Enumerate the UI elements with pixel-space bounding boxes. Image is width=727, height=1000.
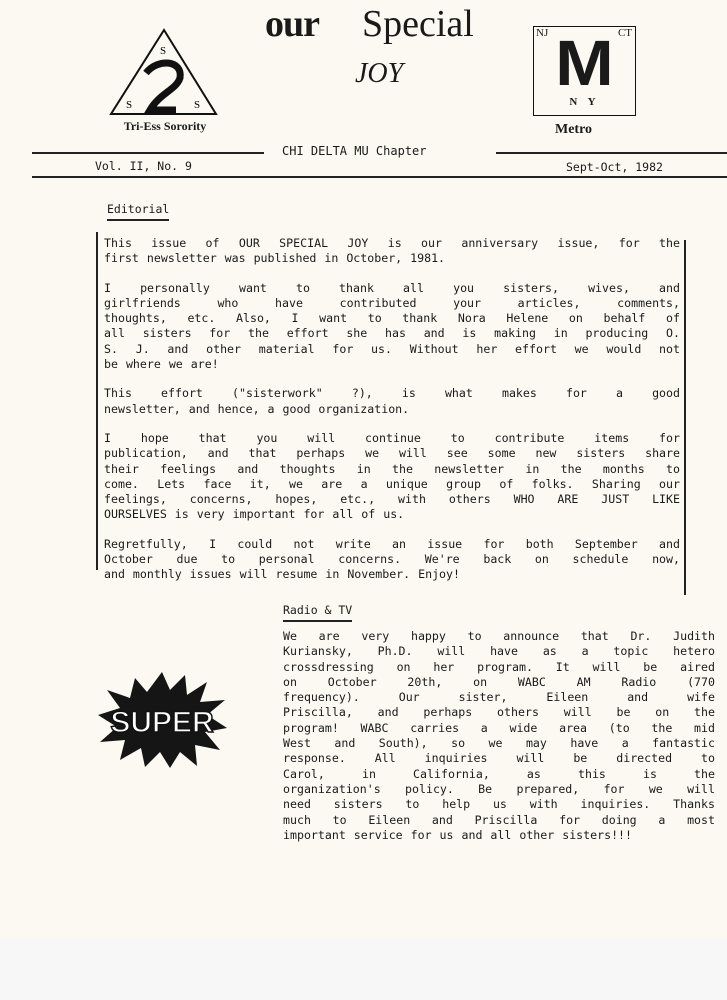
text-line: publication, and that perhaps we will see some new sisters share (104, 446, 680, 461)
text-line: first newsletter was published in October, 1981. (104, 251, 446, 266)
text-line: program! WABC carries a wide area (to the mid (283, 720, 715, 735)
chapter-name: CHI DELTA MU Chapter (282, 144, 427, 158)
metro-logo (533, 26, 636, 116)
text-line: Carol, in California, as this is the (283, 766, 715, 781)
masthead-rule-left (32, 152, 264, 154)
tri-logo-s-left: S (126, 99, 133, 111)
text-line: crossdressing on her program. It will be aired (283, 659, 715, 674)
radio-body (283, 629, 715, 843)
text-line: organization's policy. Be prepared, for we will (283, 781, 715, 796)
editorial-paragraph (104, 537, 680, 583)
text-line: come. Lets face it, we are a unique group of folks. Sharing our (104, 476, 680, 491)
masthead-title-special: Special (362, 3, 474, 45)
text-line: response. All inquiries will be directed to (283, 751, 715, 766)
text-line: West and South), so we may have a fantastic (283, 736, 715, 751)
masthead-title-our: our (265, 3, 319, 45)
tri-ess-caption: Tri-Ess Sorority (123, 119, 207, 133)
editorial-paragraph (104, 281, 680, 373)
text-line: OURSELVES is very important for all of us. (104, 507, 405, 522)
metro-ct: CT (617, 27, 632, 39)
text-line: frequency). Our sister, Eileen and wife (283, 690, 715, 705)
editorial-right-bar (684, 240, 686, 595)
editorial-left-bar (96, 232, 98, 570)
text-line: Regretfully, I could not write an issue for both September and (104, 536, 680, 551)
metro-caption: Metro (555, 122, 593, 137)
masthead-rule-right (496, 152, 727, 154)
text-line: need sisters to help us with inquiries. Thanks (283, 797, 715, 812)
editorial-paragraph (104, 431, 680, 523)
text-line: feelings, concerns, hopes, etc., with others WHO ARE JUST LIKE (104, 492, 680, 507)
masthead-title-joy: JOY (355, 58, 404, 89)
text-line: We are very happy to announce that Dr. Judith (283, 629, 715, 643)
metro-ny: N Y (569, 96, 600, 108)
radio-heading: Radio & TV (283, 603, 352, 622)
editorial-paragraph (104, 386, 680, 417)
text-line: This effort ("sisterwork" ?), is what makes for a good (104, 386, 680, 401)
text-line: newsletter, and hence, a good organization. (104, 401, 410, 416)
volume-number: Vol. II, No. 9 (95, 159, 192, 173)
scan-margin (0, 938, 727, 1000)
text-line: be where we are! (104, 357, 219, 372)
text-line: Priscilla, and perhaps others will be on the (283, 705, 715, 720)
editorial-paragraph (104, 236, 680, 267)
tri-logo-s-right: S (194, 99, 201, 111)
super-burst-image (95, 670, 230, 770)
text-line: thoughts, etc. Also, I want to thank Nora Helene on behalf of (104, 311, 680, 326)
text-line: much to Eileen and Priscilla for doing a most (283, 812, 715, 827)
text-line: S. J. and other material for us. Without her effort we would not (104, 341, 680, 356)
text-line: important service for us and all other sisters!!! (283, 827, 633, 842)
text-line: Kuriansky, Ph.D. will have as a topic hetero (283, 644, 715, 659)
text-line: I hope that you will continue to contribute items for (104, 431, 680, 445)
text-line: all sisters for the effort she has and is making in producing O. (104, 326, 680, 341)
issue-date: Sept-Oct, 1982 (566, 160, 663, 174)
text-line: girlfriends who have contributed your articles, comments, (104, 295, 680, 310)
text-line: I personally want to thank all you sisters, wives, and (104, 280, 680, 295)
metro-m-letter: M (555, 27, 614, 99)
text-line: on October 20th, on WABC AM Radio (770 (283, 674, 715, 689)
text-line: October due to personal concerns. We're back on schedule now, (104, 552, 680, 567)
metro-nj: NJ (536, 27, 549, 39)
text-line: their feelings and thoughts in the newsletter in the months to (104, 461, 680, 476)
masthead-rule-bottom (32, 176, 727, 178)
tri-logo-s-top: S (160, 45, 167, 57)
text-line: and monthly issues will resume in November. Enjoy! (104, 567, 461, 582)
text-line: This issue of OUR SPECIAL JOY is our anniversary issue, for the (104, 236, 680, 250)
tri-ess-logo (108, 28, 220, 118)
editorial-heading: Editorial (107, 202, 169, 221)
super-text: SUPER (110, 706, 214, 739)
